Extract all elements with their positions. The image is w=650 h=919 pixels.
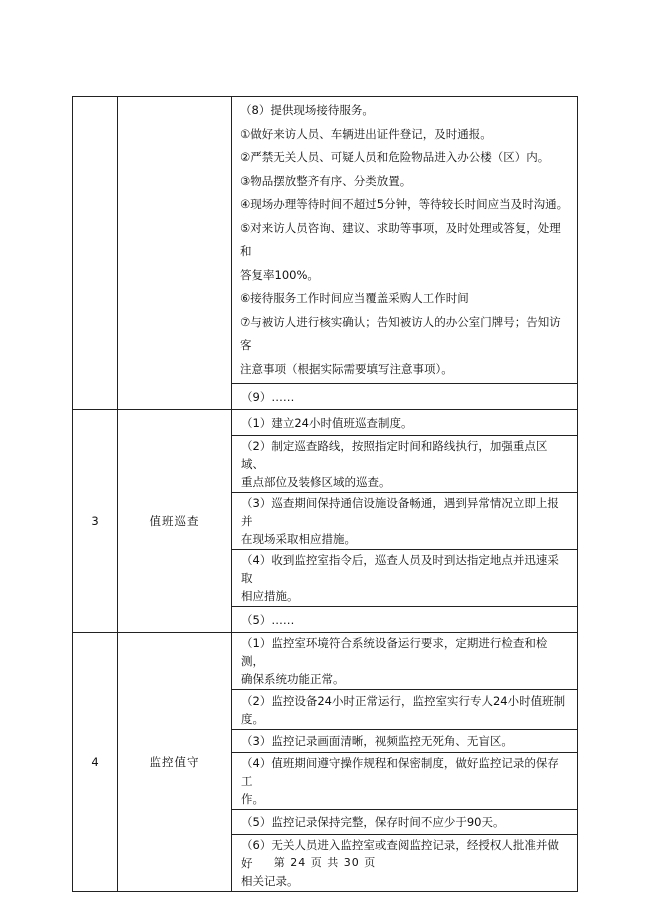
requirement-line: （4）收到监控室指令后，巡查人员及时到达指定地点并迅速采取 <box>241 553 559 585</box>
requirement-line: 在现场采取相应措施。 <box>241 532 356 546</box>
requirement-line: （3）巡查期间保持通信设施设备畅通，遇到异常情况立即上报并 <box>241 496 559 528</box>
table-row <box>73 97 578 384</box>
requirement-cell <box>232 493 578 550</box>
requirement-line: 答复率100%。 <box>240 267 319 282</box>
requirement-line: （1）监控室环境符合系统设备运行要求，定期进行检查和检测， <box>241 636 548 668</box>
requirement-line: （2）监控设备24小时正常运行，监控室实行专人24小时值班制 <box>241 693 566 708</box>
requirement-line: （3）监控记录画面清晰，视频监控无死角、无盲区。 <box>241 734 513 748</box>
requirement-line: 重点部位及装修区域的巡查。 <box>241 475 391 489</box>
requirement-line: （6）无关人员进入监控室或查阅监控记录，经授权人批准并做好 <box>241 838 559 870</box>
requirement-cell <box>232 550 578 607</box>
requirement-line: 相应措施。 <box>241 589 299 603</box>
table-row <box>73 410 578 436</box>
row-number-cell: 3 <box>73 410 118 633</box>
requirement-line: ⑥接待服务工作时间应当覆盖采购人工作时间 <box>240 291 469 305</box>
requirement-line: 相关记录。 <box>241 874 299 888</box>
requirement-cell <box>232 753 578 810</box>
requirement-cell <box>232 410 578 436</box>
requirement-cell <box>232 97 578 384</box>
requirement-cell <box>232 607 578 633</box>
requirement-line: （9）…… <box>241 389 295 404</box>
item-name-cell: 值班巡查 <box>118 410 232 633</box>
table-row <box>73 633 578 690</box>
row-number-cell <box>73 97 118 410</box>
requirement-line: ②严禁无关人员、可疑人员和危险物品进入办公楼（区）内。 <box>240 150 550 164</box>
requirement-line: （1）建立24小时值班巡查制度。 <box>241 415 413 430</box>
requirement-line: 注意事项（根据实际需要填写注意事项）。 <box>240 361 453 376</box>
requirement-cell <box>232 436 578 493</box>
requirement-cell <box>232 730 578 753</box>
item-name-cell: 监控值守 <box>118 633 232 892</box>
requirement-cell <box>232 690 578 730</box>
requirement-line: （5）监控记录保持完整，保存时间不应少于90天。 <box>241 815 505 829</box>
requirement-line: 确保系统功能正常。 <box>241 672 345 686</box>
requirement-line: 度。 <box>241 711 264 726</box>
requirement-cell <box>232 810 578 835</box>
requirement-line: ③物品摆放整齐有序、分类放置。 <box>240 173 412 188</box>
service-spec-table <box>72 96 578 892</box>
page-number: 第 24 页 共 30 页 <box>273 856 377 869</box>
row-number-cell: 4 <box>73 633 118 892</box>
requirement-line: （8）提供现场接待服务。 <box>240 103 374 117</box>
requirement-line: ①做好来访人员、车辆进出证件登记，及时通报。 <box>240 126 492 141</box>
requirement-line: （5）…… <box>241 612 295 627</box>
requirement-line: （2）制定巡查路线，按照指定时间和路线执行，加强重点区域、 <box>241 439 548 471</box>
requirement-line: ⑤对来访人员咨询、建议、求助等事项，及时处理或答复，处理和 <box>240 220 561 258</box>
requirement-line: 作。 <box>241 792 264 806</box>
item-name-cell <box>118 97 232 410</box>
requirement-line: ⑦与被访人进行核实确认；告知被访人的办公室门牌号；告知访客 <box>240 314 561 352</box>
requirement-line: （4）值班期间遵守操作规程和保密制度，做好监控记录的保存工 <box>241 756 559 788</box>
requirement-cell <box>232 633 578 690</box>
requirement-cell <box>232 384 578 410</box>
requirement-line: ④现场办理等待时间不超过5分钟，等待较长时间应当及时沟通。 <box>240 197 569 211</box>
